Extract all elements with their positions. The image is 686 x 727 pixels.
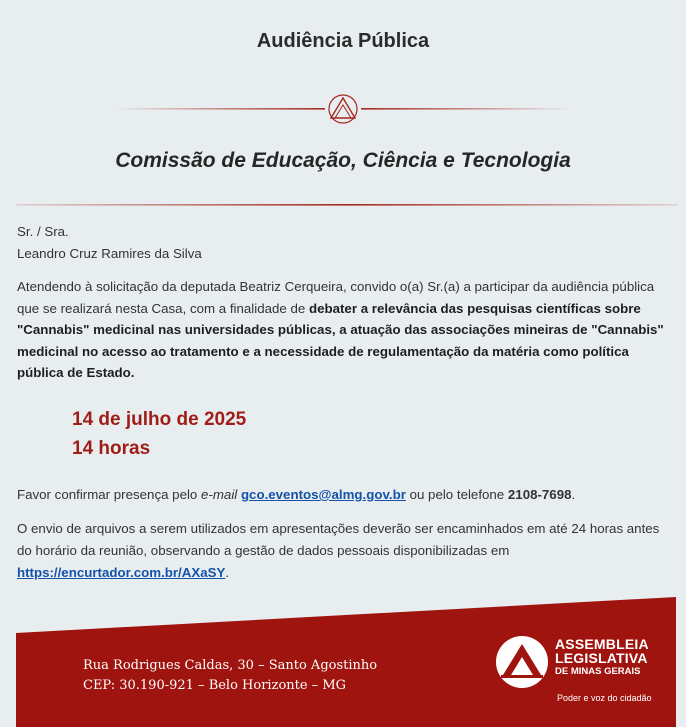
event-time: 14 horas: [72, 438, 151, 459]
confirm-text-middle: ou pelo telefone: [405, 487, 508, 502]
files-notice-text: O envio de arquivos a serem utilizados em apresentações deverão ser encaminhados em até 24 horas antes do horário da reunião, observando a gestão de dados pessoais disponibilizadas em: [17, 521, 660, 558]
footer: [0, 597, 686, 727]
purpose-text: debater a relevância das pesquisas científicas sobre "Cannabis" medicinal nas universidades públicas, a atuação das associações mineiras de "Cannabis" medicinal no acesso ao tratamento e a necessidade de regulamentação da matéria como política pública de Estado.: [17, 300, 664, 381]
logo-wordmark: [555, 637, 649, 679]
logo-line-2: LEGISLATIVA: [555, 650, 648, 666]
salutation: Sr. / Sra.: [17, 224, 69, 239]
logo-tagline: Poder e voz do cidadão: [557, 693, 652, 703]
event-datetime: [72, 405, 246, 463]
email-label: e-mail: [201, 487, 238, 502]
privacy-link[interactable]: https://encurtador.com.br/AXaSY: [17, 565, 226, 580]
almg-logo-icon: [495, 635, 549, 689]
confirm-text-end: .: [571, 487, 576, 502]
page-title: Audiência Pública: [256, 30, 430, 52]
committee-name: Comissão de Educação, Ciência e Tecnologia: [115, 149, 571, 172]
intro-text: Atendendo à solicitação da deputada Beatriz Cerqueira, convido o(a) Sr.(a) a participar da audiência pública que se realizará nesta Casa, com a finalidade de: [17, 279, 655, 316]
address-line-2: CEP: 30.190-921 – Belo Horizonte – MG: [83, 678, 347, 693]
logo-line-3: DE MINAS GERAIS: [555, 666, 641, 677]
footer-address: [83, 656, 377, 696]
files-notice: [17, 518, 677, 584]
invitation-paragraph: [17, 276, 677, 384]
email-link[interactable]: gco.eventos@almg.gov.br: [240, 487, 406, 502]
almg-logo[interactable]: [495, 635, 655, 710]
phone-number: 2108-7698: [507, 487, 572, 502]
address-line-1: Rua Rodrigues Caldas, 30 – Santo Agostinho: [83, 658, 378, 673]
logo-line-1: ASSEMBLEIA: [555, 636, 649, 652]
recipient-block: [17, 221, 202, 265]
recipient-name: Leandro Cruz Ramires da Silva: [17, 246, 202, 261]
confirmation-line: [17, 484, 677, 505]
event-date: 14 de julho de 2025: [72, 409, 247, 430]
header-ornament: [113, 92, 573, 126]
files-notice-end: .: [225, 565, 230, 580]
confirm-text: Favor confirmar presença pelo: [17, 487, 202, 502]
divider: [16, 203, 678, 207]
